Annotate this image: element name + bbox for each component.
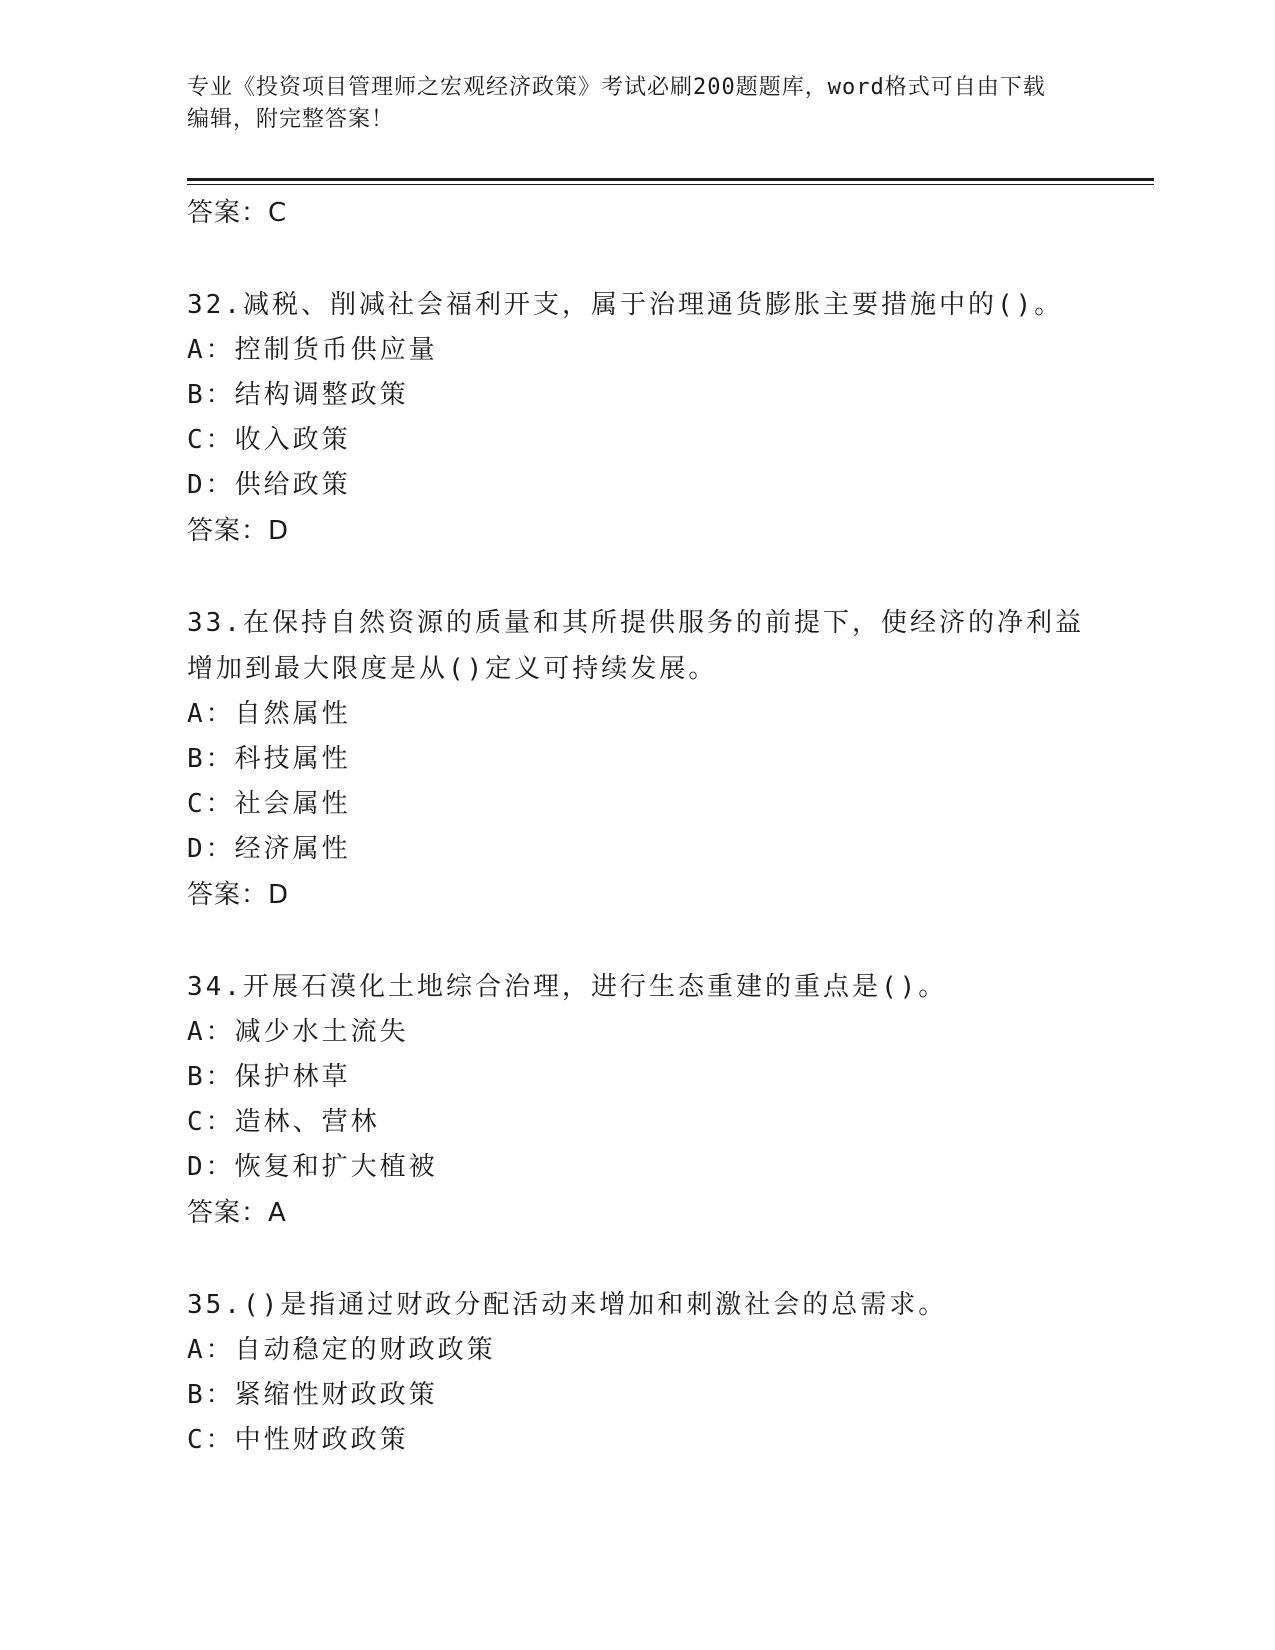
option-b: B：结构调整政策 [187, 380, 409, 410]
option-d: D：恢复和扩大植被 [187, 1152, 438, 1182]
answer-line: 答案：D [187, 516, 290, 546]
option-a: A：自然属性 [187, 699, 351, 729]
option-b: B：科技属性 [187, 744, 351, 774]
option-a: A：自动稳定的财政政策 [187, 1335, 496, 1365]
question-34 [187, 964, 1087, 1236]
question-list [187, 190, 1087, 1463]
answer-line: 答案：D [187, 880, 290, 910]
header-divider-thin [187, 184, 1154, 185]
option-b: B：紧缩性财政政策 [187, 1380, 438, 1410]
option-c: C：造林、营林 [187, 1107, 380, 1137]
question-32 [187, 282, 1087, 554]
header-divider-thick [187, 178, 1154, 181]
answer-line: 答案：C [187, 198, 288, 228]
option-d: D：供给政策 [187, 470, 351, 500]
page-header: 专业《投资项目管理师之宏观经济政策》考试必刷200题题库，word格式可自由下载编辑，附完整答案！ [187, 75, 1046, 132]
option-d: D：经济属性 [187, 834, 351, 864]
option-c: C：收入政策 [187, 425, 351, 455]
option-c: C：中性财政政策 [187, 1425, 409, 1455]
question-stem: 33.在保持自然资源的质量和其所提供服务的前提下，使经济的净利益增加到最大限度是从()定义可持续发展。 [187, 608, 1084, 684]
option-a: A：减少水土流失 [187, 1017, 409, 1047]
question-33 [187, 600, 1087, 918]
question-35 [187, 1282, 1087, 1463]
option-c: C：社会属性 [187, 789, 351, 819]
option-b: B：保护林草 [187, 1062, 351, 1092]
option-a: A：控制货币供应量 [187, 335, 438, 365]
question-stem: 34.开展石漠化土地综合治理，进行生态重建的重点是()。 [187, 972, 948, 1002]
question-stem: 35.()是指通过财政分配活动来增加和刺激社会的总需求。 [187, 1290, 948, 1320]
answer-line: 答案：A [187, 1198, 287, 1228]
question-stem: 32.减税、削减社会福利开支，属于治理通货膨胀主要措施中的()。 [187, 290, 1064, 320]
